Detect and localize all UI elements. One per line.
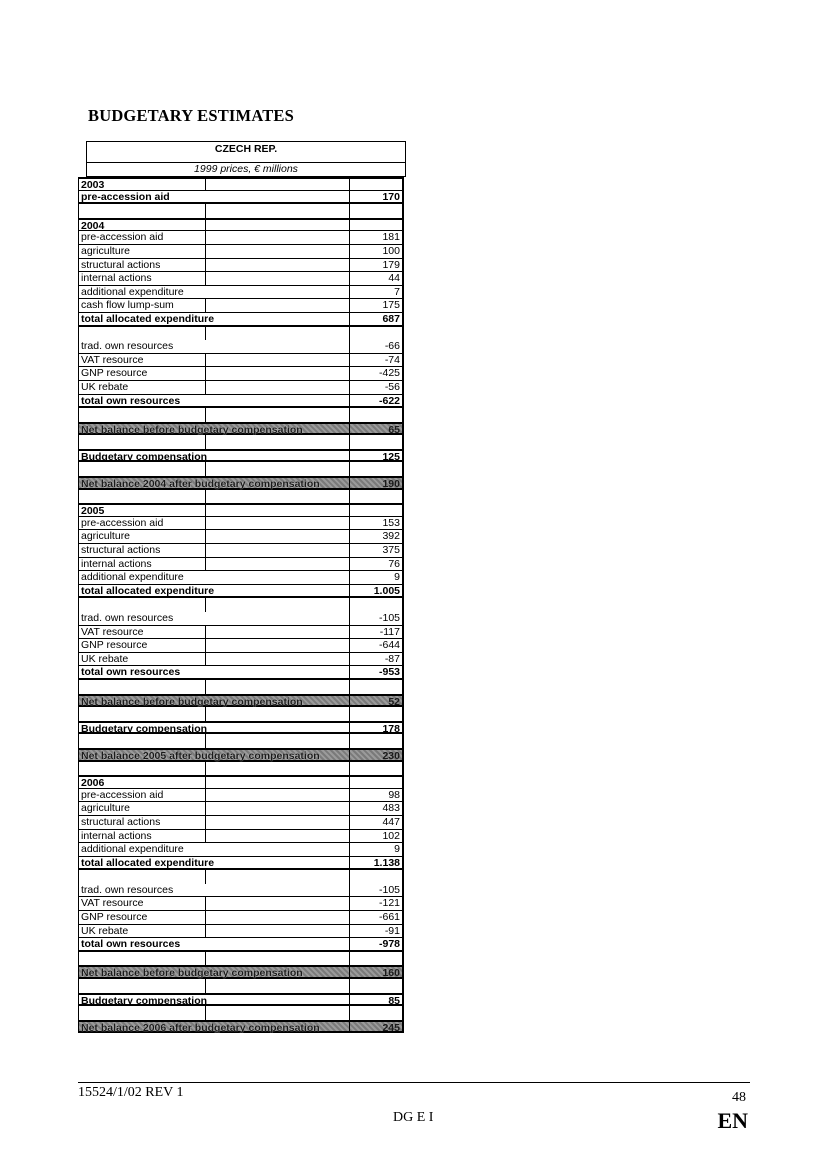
table-row: pre-accession aid 181 — [78, 231, 406, 245]
table-row: GNP resource -661 — [78, 911, 406, 925]
table-row: agriculture 483 — [78, 802, 406, 816]
spacer-row — [78, 979, 406, 993]
year-label: 2006 — [78, 775, 350, 789]
year-row-2003 — [78, 177, 406, 191]
year-row-2005 — [78, 503, 406, 517]
footer-divider — [78, 1082, 750, 1083]
table-row: additional expenditure 7 — [78, 286, 406, 300]
total-row: total allocated expenditure 1.138 — [78, 857, 406, 871]
directorate-label: DG E I — [393, 1110, 434, 1125]
total-row: total allocated expenditure 687 — [78, 313, 406, 327]
spacer-row — [78, 734, 406, 748]
net-balance-row: Net balance before budgetary compensation 160 — [78, 965, 406, 979]
table-row — [78, 191, 406, 205]
table-row: VAT resource -74 — [78, 354, 406, 368]
table-row: UK rebate -91 — [78, 925, 406, 939]
spacer-row — [78, 408, 406, 422]
year-label: 2004 — [78, 218, 350, 232]
spacer-row — [78, 490, 406, 504]
compensation-row: Budgetary compensation 85 — [78, 993, 406, 1007]
spacer-row — [78, 952, 406, 966]
spacer-row — [78, 870, 406, 884]
row-label: pre-accession aid — [78, 191, 350, 205]
net-balance-row: Net balance 2004 after budgetary compensation 190 — [78, 476, 406, 490]
table-row: UK rebate -56 — [78, 381, 406, 395]
table-row: pre-accession aid 98 — [78, 789, 406, 803]
spacer-row — [78, 204, 406, 218]
spacer-row — [78, 598, 406, 612]
table-row: additional expenditure 9 — [78, 571, 406, 585]
total-row: total own resources -978 — [78, 938, 406, 952]
table-row: additional expenditure 9 — [78, 843, 406, 857]
compensation-row: Budgetary compensation 125 — [78, 449, 406, 463]
compensation-row: Budgetary compensation 178 — [78, 721, 406, 735]
net-balance-row: Net balance before budgetary compensation 52 — [78, 694, 406, 708]
spacer-row — [78, 762, 406, 776]
table-row: structural actions 375 — [78, 544, 406, 558]
table-row: UK rebate -87 — [78, 653, 406, 667]
table-row: internal actions 44 — [78, 272, 406, 286]
year-row-2006 — [78, 775, 406, 789]
total-row: total allocated expenditure 1.005 — [78, 585, 406, 599]
table-row: GNP resource -425 — [78, 367, 406, 381]
budget-table — [78, 141, 406, 1033]
spacer-row — [78, 435, 406, 449]
spacer-row — [78, 707, 406, 721]
language-code: EN — [717, 1108, 748, 1133]
table-row: structural actions 447 — [78, 816, 406, 830]
table-row: GNP resource -644 — [78, 639, 406, 653]
year-label: 2005 — [78, 503, 350, 517]
net-balance-row: Net balance 2006 after budgetary compensation 245 — [78, 1020, 406, 1034]
total-row: total own resources -953 — [78, 666, 406, 680]
table-row: trad. own resources -105 — [78, 884, 406, 898]
table-row: internal actions 76 — [78, 558, 406, 572]
table-subtitle: 1999 prices, € millions — [86, 162, 406, 177]
year-label: 2003 — [78, 177, 350, 191]
table-row: internal actions 102 — [78, 830, 406, 844]
document-reference: 15524/1/02 REV 1 — [78, 1085, 184, 1100]
spacer-row — [78, 1006, 406, 1020]
table-row: trad. own resources -105 — [78, 612, 406, 626]
table-row: pre-accession aid 153 — [78, 517, 406, 531]
table-row: cash flow lump-sum 175 — [78, 299, 406, 313]
table-title: CZECH REP. — [86, 141, 406, 162]
spacer-row — [78, 462, 406, 476]
row-value: 170 — [350, 191, 404, 205]
page-number: 48 — [732, 1090, 746, 1105]
table-row: trad. own resources -66 — [78, 340, 406, 354]
table-row: agriculture 100 — [78, 245, 406, 259]
table-row: agriculture 392 — [78, 530, 406, 544]
net-balance-row: Net balance before budgetary compensation 65 — [78, 422, 406, 436]
spacer-row — [78, 327, 406, 341]
table-row: VAT resource -117 — [78, 626, 406, 640]
table-row: structural actions 179 — [78, 259, 406, 273]
table-row: VAT resource -121 — [78, 897, 406, 911]
net-balance-row: Net balance 2005 after budgetary compensation 230 — [78, 748, 406, 762]
page-heading: BUDGETARY ESTIMATES — [88, 106, 294, 125]
total-row: total own resources -622 — [78, 395, 406, 409]
spacer-row — [78, 680, 406, 694]
year-row-2004 — [78, 218, 406, 232]
